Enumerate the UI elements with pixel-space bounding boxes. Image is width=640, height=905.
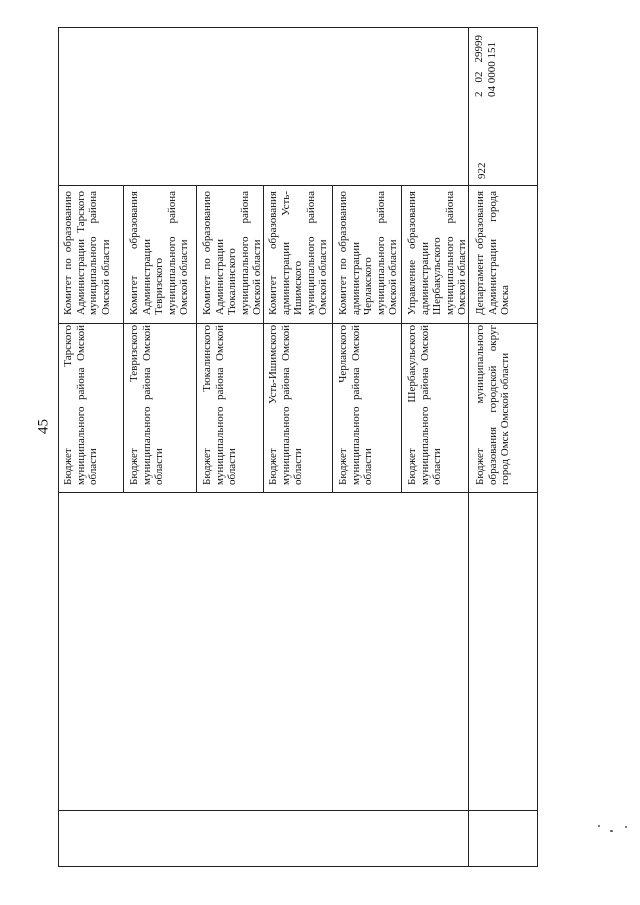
budget-cell: Бюджет Усть-Ишимского муниципального района Омской области	[267, 325, 305, 485]
code-cell: 922	[476, 162, 488, 179]
kbk-cell: 2 02 29999 04 0000 151	[473, 35, 498, 97]
scan-speck	[610, 830, 613, 832]
column-divider	[58, 323, 538, 324]
budget-cell: Бюджет Шербакульского муниципального района Омской области	[406, 325, 444, 485]
row-divider	[196, 185, 197, 493]
scan-speck	[625, 826, 627, 828]
scan-speck	[598, 825, 600, 827]
rotated-table	[58, 27, 538, 867]
table-border-right	[537, 27, 538, 867]
administrator-cell: Комитет образования Администрации Тевризского муниципального района Омской области	[128, 191, 191, 315]
administrator-cell: Комитет образования администрации Усть-Ишимского муниципального района Омской области	[267, 191, 330, 315]
table-border-bottom	[58, 866, 538, 867]
page-number: 45	[35, 419, 52, 434]
administrator-cell: Департамент образования Администрации города Омска	[474, 191, 512, 315]
administrator-cell: Управление образования администрации Шербакульского муниципального района Омской области	[406, 191, 469, 315]
column-divider	[58, 185, 538, 186]
column-divider	[58, 492, 538, 493]
administrator-cell: Комитет по образованию Администрации Тарского муниципального района Омской области	[62, 191, 112, 315]
budget-cell: Бюджет Тевризского муниципального района Омской области	[128, 325, 166, 485]
budget-cell: Бюджет муниципального образования городской округ город Омск Омской области	[474, 325, 512, 485]
row-divider	[58, 27, 59, 867]
row-divider	[332, 185, 333, 493]
table-border-top	[58, 27, 538, 28]
row-divider	[401, 185, 402, 493]
administrator-cell: Комитет по образованию Администрации Тюкалинского муниципального района Омской области	[201, 191, 264, 315]
row-divider	[468, 27, 469, 867]
administrator-cell: Комитет по образованию администрации Черлакского муниципального района Омской области	[337, 191, 400, 315]
budget-cell: Бюджет Тюкалинского муниципального района Омской области	[201, 325, 239, 485]
column-divider	[58, 810, 538, 811]
budget-cell: Бюджет Черлакского муниципального района Омской области	[337, 325, 375, 485]
budget-cell: Бюджет Тарского муниципального района Омской области	[62, 325, 100, 485]
row-divider	[123, 185, 124, 493]
